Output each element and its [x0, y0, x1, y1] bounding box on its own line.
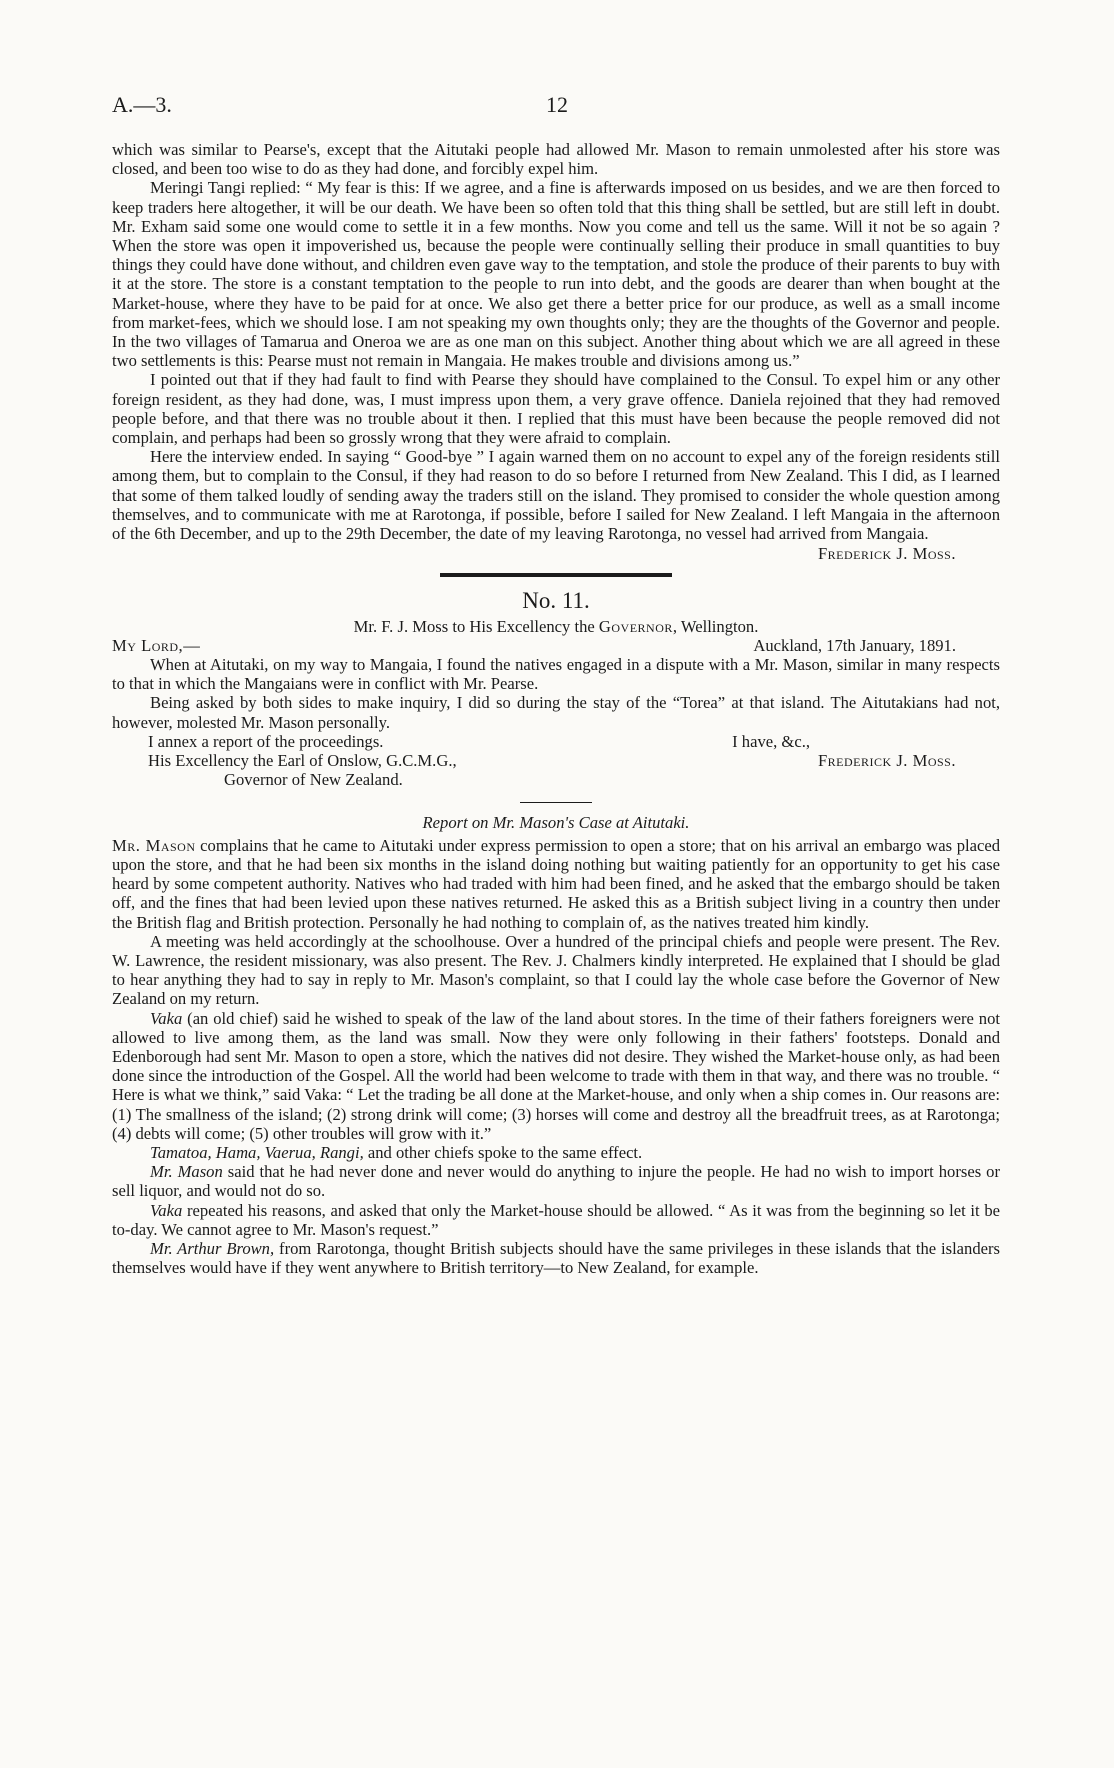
paragraph: Being asked by both sides to make inquiry, I did so during the stay of the “Torea” at that island. The Aitutakians had not, however, molested Mr. Mason personally. — [112, 693, 1000, 732]
letter-heading — [112, 617, 1000, 636]
speaker-name: Mr. Mason — [112, 835, 196, 855]
letter-heading-governor: Governor — [598, 616, 673, 636]
paragraph-text: complains that he came to Aitutaki under express permission to open a store; that on his arrival an embargo was placed upon the store, and that he had been six months in the island doing nothing but waiting patiently for an opportunity to get his case heard by some competent authority. Natives who had traded with him had been fined, and he asked that the embargo should be taken off, and the fines that had been levied upon these natives returned. He asked this as a British subject living in a country then under the British flag and British protection. Personally he had nothing to complain of, as the natives treated him kindly. — [112, 835, 1000, 932]
addressee-line-2: Governor of New Zealand. — [224, 770, 403, 790]
addressee-row — [112, 751, 1000, 770]
report-title: Report on Mr. Mason's Case at Aitutaki. — [422, 812, 690, 832]
page-header — [112, 92, 1002, 122]
speaker-name: Vaka — [150, 1008, 183, 1028]
letter-number-title: No. 11. — [522, 588, 590, 614]
place-date: Auckland, 17th January, 1891. — [753, 635, 956, 655]
report-divider — [520, 802, 592, 803]
paragraph: A meeting was held accordingly at the schoolhouse. Over a hundred of the principal chiefs and people were present. The Rev. W. Lawrence, the resident missionary, was also present. The Rev. J. Chalmers kindly interpreted. He explained that I should be glad to hear anything they had to say in reply to Mr. Mason's complaint, so that I could lay the whole case before the Governor of New Zealand on my return. — [112, 931, 1000, 1009]
page-body — [112, 140, 1000, 1277]
paragraph: which was similar to Pearse's, except that the Aitutaki people had allowed Mr. Mason to remain unmolested after his store was closed, and been too wise to do as they had done, and forcibly expel him. — [112, 140, 1000, 179]
paragraph — [112, 1143, 1000, 1162]
speaker-name: Mr. Mason — [150, 1162, 223, 1182]
annex-line: I annex a report of the proceedings. — [148, 731, 384, 751]
speaker-name: Mr. Arthur Brown, — [150, 1238, 275, 1258]
document-reference: A.—3. — [112, 92, 172, 117]
paragraph — [112, 1162, 1000, 1200]
paragraph: Meringi Tangi replied: “ My fear is this: If we agree, and a fine is afterwards imposed on us besides, and we are then forced to keep traders here altogether, it will be our death. We have been so often told that this thing shall be settled, but are still left in doubt. Mr. Exham said some one would come to settle it in a few months. Now you come and tell us the same. Will it not be so again ? When the store was open it impoverished us, because the people were continually selling their produce in small quantities to buy things they could have done without, and children even gave way to the temptation, and stole the produce of their parents to buy with it at the store. The store is a constant temptation to the people to run into debt, and the goods are dearer than when bought at the Market-house, where they have to be paid for at once. We also get there a better price for our produce, as well as a small income from market-fees, which we should lose. I am not speaking my own thoughts only; they are the thoughts of the Governor and people. In the two villages of Tamarua and Oneroa we are as one man on this subject. Another thing about which we are all agreed in these two settlements is this: Pearse must not remain in Mangaia. He makes trouble and divisions among us.” — [112, 178, 1000, 371]
paragraph-text: and other chiefs spoke to the same effect. — [363, 1142, 643, 1162]
closing-row — [112, 732, 1000, 751]
paragraph — [112, 1239, 1000, 1277]
letter-heading-prefix: Mr. F. J. Moss to His Excellency the — [353, 616, 599, 636]
paragraph-text: said that he had never done and never would do anything to injure the people. He had no wish to import horses or sell liquor, and would not do so. — [112, 1162, 1000, 1201]
paragraph — [112, 1201, 1000, 1239]
page-number: 12 — [546, 92, 568, 117]
letter-signature: Frederick J. Moss. — [817, 751, 956, 771]
paragraph: When at Aitutaki, on my way to Mangaia, I found the natives engaged in a dispute with a Mr. Mason, similar in many respects to that in which the Mangaians were in conflict with Mr. Pearse. — [112, 655, 1000, 694]
section-divider — [440, 573, 672, 577]
closing: I have, &c., — [732, 731, 810, 751]
addressee-line-1: His Excellency the Earl of Onslow, G.C.M.G., — [148, 751, 457, 771]
speaker-name: Vaka — [150, 1200, 183, 1220]
paragraph: I pointed out that if they had fault to find with Pearse they should have complained to the Consul. To expel him or any other foreign resident, as they had done, was, I must impress upon them, a very grave offence. Daniela rejoined that they had removed people before, and that there was no trouble about it then. I replied that this must have been because the people removed did not complain, and perhaps had been so grossly wrong that they were afraid to complain. — [112, 370, 1000, 448]
letter-heading-suffix: , Wellington. — [672, 616, 759, 636]
salutation: My Lord,— — [112, 635, 201, 655]
paragraph-text: (an old chief) said he wished to speak of the law of the land about stores. In the time of their fathers foreigners were not allowed to live among them, as the land was small. Now they were only following in their fathers' footsteps. Donald and Edenborough had sent Mr. Mason to open a store, which the natives did not desire. They wished the Market-house only, as had been done since the introduction of the Gospel. All the world had been welcome to trade with them in that way, and there was no trouble. “ Here is what we think,” said Vaka: “ Let the trading be all done at the Market-house, and only when a ship comes in. Our reasons are: (1) The smallness of the island; (2) strong drink will come; (3) horses will come and destroy all the breadfruit trees, as at Rarotonga; (4) debts will come; (5) other troubles will grow with it.” — [112, 1008, 1000, 1143]
paragraph-text: repeated his reasons, and asked that only the Market-house should be allowed. “ As it was from the beginning so let it be to-day. We cannot agree to Mr. Mason's request.” — [112, 1200, 1000, 1239]
speaker-name: Tamatoa, Hama, Vaerua, Rangi, — [150, 1142, 364, 1162]
signature: Frederick J. Moss. — [817, 544, 956, 564]
paragraph-text: from Rarotonga, thought British subjects should have the same privileges in these islands that the islanders themselves would have if they went anywhere to British territory—to New Zealand, for example. — [112, 1238, 1000, 1278]
paragraph — [112, 1009, 1000, 1143]
paragraph — [112, 836, 1000, 932]
paragraph: Here the interview ended. In saying “ Good-bye ” I again warned them on no account to expel any of the foreign residents still among them, but to complain to the Consul, if they had reason to do so before I returned from New Zealand. This I did, as I learned that some of them talked loudly of sending away the traders still on the island. They promised to consider the whole question among themselves, and to communicate with me at Rarotonga, if possible, before I sailed for New Zealand. I left Mangaia in the afternoon of the 6th December, and up to the 29th December, the date of my leaving Rarotonga, no vessel had arrived from Mangaia. — [112, 447, 1000, 544]
salutation-row — [112, 636, 1000, 655]
